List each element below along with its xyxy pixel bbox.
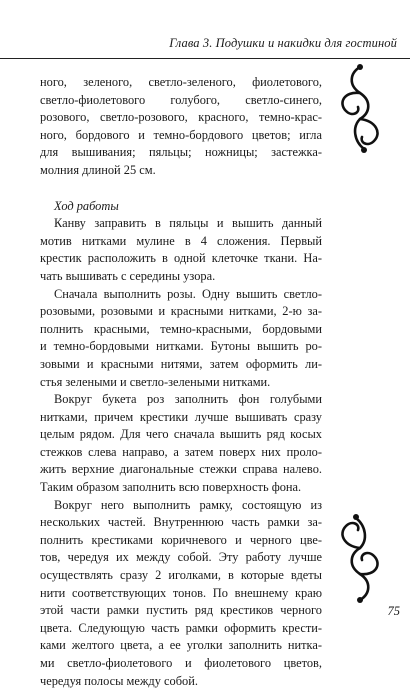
body-text bbox=[40, 74, 322, 690]
header-rule bbox=[0, 58, 410, 59]
text-line: жить верхние диагональные стежки справа налево. bbox=[40, 462, 322, 477]
text-line: розовыми, розовыми и красными нитками, 2-ю за- bbox=[40, 304, 322, 319]
text-line: ками желтого цвета, а ее уголки заполнить нитка- bbox=[40, 638, 322, 653]
text-line: молния длиной 25 см. bbox=[40, 162, 156, 177]
text-line: полнить красными, темно-красными, бордовыми bbox=[40, 321, 322, 336]
swirl-ornament-icon bbox=[330, 63, 390, 155]
paragraph bbox=[40, 215, 322, 285]
text-line: и темно-бордовыми нитками. Бутоны вышить ро- bbox=[40, 339, 322, 354]
text-line: нити соответствующих тонов. По внешнему краю bbox=[40, 585, 322, 600]
text-line: Таким образом заполнить всю поверхность фона. bbox=[40, 480, 302, 495]
text-line: этой части рамки пустить ряд крестиков черного bbox=[40, 603, 322, 618]
text-line: осуществлять сразу 2 иголками, в которые вдеты bbox=[40, 568, 322, 583]
page-number: 75 bbox=[387, 604, 400, 618]
text-line: полнить крестиками коричневого и черного цве- bbox=[40, 532, 322, 547]
text-line: цвета. Следующую часть рамки оформить крести- bbox=[40, 620, 322, 635]
text-line: крестик расположить в одной клеточке ткани. На- bbox=[40, 251, 322, 266]
section-heading: Ход работы bbox=[54, 198, 119, 213]
text-line: нескольких частей. Внутреннюю часть рамки за- bbox=[40, 515, 322, 530]
paragraph bbox=[40, 286, 322, 392]
text-line: зовыми и красными нитями, затем оформить ли- bbox=[40, 356, 322, 371]
paragraph bbox=[40, 497, 322, 690]
text-line: розового, светло-розового, красного, темно-крас- bbox=[40, 110, 322, 125]
text-line: Сначала выполнить розы. Одну вышить светло- bbox=[54, 286, 322, 301]
text-line: стежков слева направо, а затем поверх них проло- bbox=[40, 444, 322, 459]
text-line: чать вышивать с середины узора. bbox=[40, 268, 216, 283]
text-line: стья зелеными и светло-зелеными нитками. bbox=[40, 374, 271, 389]
text-line: ми светло-фиолетового и фиолетового цветов, bbox=[40, 656, 322, 670]
text-line: тов, чередуя их между собой. Эту работу лучше bbox=[40, 550, 322, 565]
text-line: целым рядом. Для чего сначала вышить ряд косых bbox=[40, 427, 322, 442]
paragraph bbox=[40, 391, 322, 497]
paragraph bbox=[40, 74, 322, 180]
text-line: Канву заправить в пяльцы и вышить данный bbox=[54, 216, 322, 231]
text-line: чередуя полосы между собой. bbox=[40, 673, 198, 688]
text-line: для вышивания; пяльцы; ножницы; застежка- bbox=[40, 145, 322, 160]
text-line: ного, бордового и темно-бордового цветов; игла bbox=[40, 127, 322, 142]
text-line: Вокруг него выполнить рамку, состоящую из bbox=[54, 497, 322, 512]
running-header: Глава 3. Подушки и накидки для гостиной bbox=[169, 36, 397, 50]
text-line: Вокруг букета роз заполнить фон голубыми bbox=[54, 392, 322, 407]
text-line: ного, зеленого, светло-зеленого, фиолетового, bbox=[40, 75, 322, 89]
swirl-ornament-icon bbox=[330, 512, 390, 604]
text-line: светло-фиолетового голубого, светло-синего, bbox=[40, 92, 322, 107]
text-line: нитками, причем крестики лучше вышивать сразу bbox=[40, 409, 322, 424]
text-line: мотив нитками мулине в 4 сложения. Первый bbox=[40, 233, 322, 248]
